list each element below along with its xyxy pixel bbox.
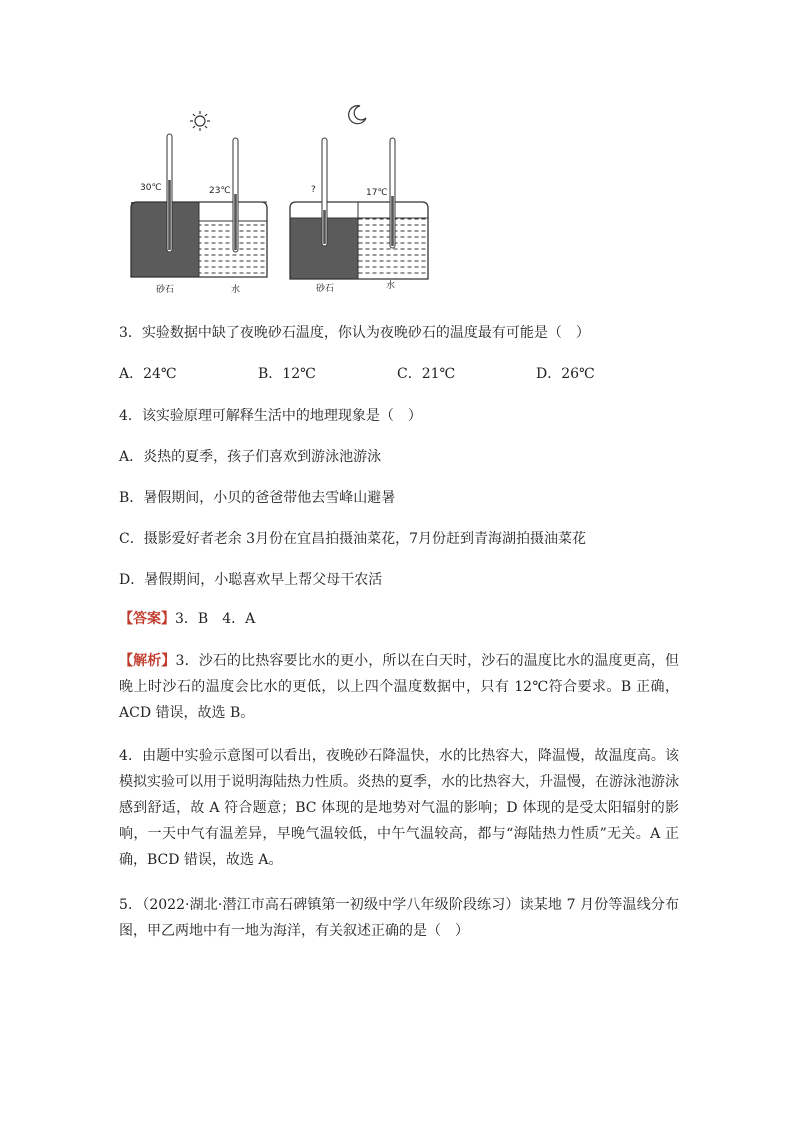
day-sand-label: 砂石: [156, 285, 175, 295]
night-water-label: 水: [386, 281, 396, 291]
night-water-temp-label: 17℃: [366, 188, 388, 198]
answer-text: 3．B 4．A: [175, 611, 256, 627]
answer-line: [119, 606, 679, 632]
question-5-stem: 5．（2022·湖北·潜江市高石碑镇第一初级中学八年级阶段练习）读某地 7 月份等温线分布图，甲乙两地中有一地为海洋，有关叙述正确的是（ ）: [119, 897, 679, 939]
q4-option-b: B．暑假期间，小贝的爸爸带他去雪峰山避暑: [119, 490, 396, 506]
moon-icon: [349, 106, 366, 124]
night-container: [290, 138, 428, 279]
q4-option-d: D．暑假期间，小聪喜欢早上帮父母干农活: [119, 572, 383, 588]
analysis-p1-text: 3．沙石的比热容要比水的更小，所以在白天时，沙石的温度比水的温度更高，但晚上时沙石的温度会比水的更低，以上四个温度数据中，只有 12℃符合要求。B 正确，ACD 错误，故选 B。: [119, 653, 680, 721]
q3-option-a: A．24℃: [119, 366, 177, 382]
day-water-label: 水: [231, 285, 241, 295]
experiment-diagram: [120, 96, 450, 306]
q3-option-c: C．21℃: [397, 366, 456, 382]
day-sand-temp-label: 30℃: [140, 183, 162, 193]
q4-option-c: C．摄影爱好者老余 3月份在宜昌拍摄油菜花，7月份赶到青海湖拍摄油菜花: [119, 531, 586, 547]
sun-icon: [190, 111, 210, 131]
q3-option-b: B．12℃: [258, 366, 316, 382]
night-sand-label: 砂石: [316, 284, 335, 294]
question-4-stem: 4．该实验原理可解释生活中的地理现象是（ ）: [119, 408, 422, 424]
answer-key-label: 【答案】: [119, 611, 175, 627]
sand-block: [131, 202, 199, 277]
thermometer-water-night: [390, 138, 395, 248]
night-sand-temp-label: ?: [311, 185, 316, 195]
day-container: [131, 134, 267, 277]
q3-option-d: D．26℃: [536, 366, 595, 382]
q4-option-a: A．炎热的夏季，孩子们喜欢到游泳池游泳: [119, 449, 382, 465]
analysis-paragraph-2: 4．由题中实验示意图可以看出，夜晚砂石降温快，水的比热容大，降温慢，故温度高。该模拟实验可以用于说明海陆热力性质。炎热的夏季，水的比热容大，升温慢，在游泳池游泳感到舒适，故 A 符合题意；BC 体现的是地势对气温的影响；D 体现的是受太阳辐射的影响，一天中气有温差异，早晚气温较低，中午气温较高，都与“海陆热力性质”无关。A 正确，BCD 错误，故选 A。: [119, 748, 679, 868]
analysis-paragraph-1: [119, 648, 679, 726]
question-3-stem: 3．实验数据中缺了夜晚砂石温度，你认为夜晚砂石的温度最有可能是（ ）: [119, 325, 590, 341]
experiment-figure: [120, 96, 450, 306]
thermometer-water-day: [233, 138, 238, 252]
thermometer-sand-night: [322, 138, 327, 246]
day-water-temp-label: 23℃: [209, 186, 231, 196]
analysis-key-label: 【解析】: [119, 653, 176, 669]
thermometer-sand-day: [167, 134, 172, 252]
